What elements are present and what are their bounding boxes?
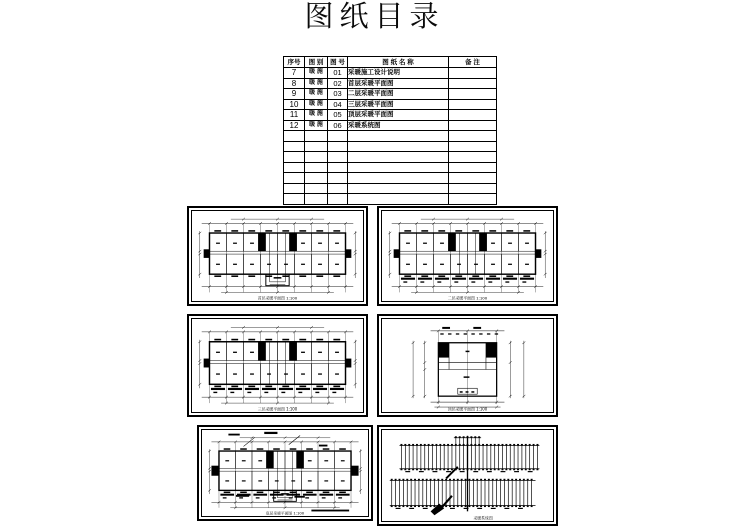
cell-cat: 暖 施 [305, 78, 328, 89]
empty-cell [328, 194, 348, 205]
catalog-title: 图纸目录 [304, 0, 445, 33]
empty-cell [449, 152, 497, 163]
empty-cell [284, 194, 305, 205]
table-row [284, 120, 497, 131]
panel-ground-floor-plan-frame [201, 429, 369, 517]
panel-third-floor-plan-caption: 三层采暖平面图 1:100 [257, 406, 298, 412]
cell-num: 06 [328, 120, 348, 131]
cell-num: 01 [328, 68, 348, 79]
table-empty-row [284, 173, 497, 184]
table-empty-row [284, 162, 497, 173]
panel-first-floor-plan-frame [191, 210, 364, 302]
table-row [284, 89, 497, 100]
table-empty-row [284, 194, 497, 205]
empty-cell [328, 183, 348, 194]
empty-cell [305, 183, 328, 194]
cell-no: 10 [284, 99, 305, 110]
empty-cell [305, 162, 328, 173]
table-empty-row [284, 131, 497, 142]
empty-cell [305, 194, 328, 205]
table-header-row [284, 57, 497, 68]
empty-cell [449, 141, 497, 152]
cell-name: 三层采暖平面图 [348, 99, 449, 110]
column-header: 图 别 [305, 57, 328, 68]
empty-cell [328, 173, 348, 184]
column-header: 备 注 [449, 57, 497, 68]
empty-cell [328, 152, 348, 163]
empty-cell [328, 162, 348, 173]
cell-no: 11 [284, 110, 305, 121]
cell-name: 二层采暖平面图 [348, 89, 449, 100]
cell-name: 采暖施工设计说明 [348, 68, 449, 79]
empty-cell [284, 162, 305, 173]
empty-cell [348, 131, 449, 142]
table-row [284, 110, 497, 121]
empty-cell [328, 131, 348, 142]
empty-cell [305, 152, 328, 163]
cell-no: 9 [284, 89, 305, 100]
drawing-index-table [283, 56, 497, 205]
cell-cat: 暖 施 [305, 99, 328, 110]
cell-remark [449, 99, 497, 110]
panel-top-floor-plan [377, 314, 558, 417]
empty-cell [284, 152, 305, 163]
panel-heating-system [377, 425, 558, 526]
empty-cell [348, 194, 449, 205]
panel-first-floor-plan [187, 206, 368, 306]
cell-num: 05 [328, 110, 348, 121]
cell-remark [449, 78, 497, 89]
empty-cell [449, 173, 497, 184]
table-row [284, 99, 497, 110]
empty-cell [305, 173, 328, 184]
empty-cell [449, 131, 497, 142]
cell-num: 04 [328, 99, 348, 110]
table-row [284, 68, 497, 79]
panel-heating-system-frame [381, 429, 554, 522]
empty-cell [305, 141, 328, 152]
cell-cat: 暖 施 [305, 110, 328, 121]
panel-second-floor-plan-caption: 二层采暖平面图 1:100 [447, 295, 488, 301]
empty-cell [284, 141, 305, 152]
panel-third-floor-plan [187, 314, 368, 417]
empty-cell [348, 162, 449, 173]
panel-ground-floor-plan-caption: 底层采暖平面图 1:100 [265, 511, 305, 516]
cell-cat: 暖 施 [305, 68, 328, 79]
panel-heating-system-drawing [382, 430, 553, 521]
panel-first-floor-plan-caption: 首层采暖平面图 1:100 [257, 295, 298, 301]
empty-cell [449, 183, 497, 194]
table-empty-row [284, 152, 497, 163]
table-row [284, 78, 497, 89]
cell-remark [449, 68, 497, 79]
panel-second-floor-plan-frame [381, 210, 554, 302]
panel-top-floor-plan-frame [381, 318, 554, 413]
column-header: 序号 [284, 57, 305, 68]
panel-top-floor-plan-drawing [382, 319, 553, 412]
cell-no: 7 [284, 68, 305, 79]
empty-cell [449, 194, 497, 205]
table-empty-row [284, 141, 497, 152]
panel-third-floor-plan-frame [191, 318, 364, 413]
cell-name: 顶层采暖平面图 [348, 110, 449, 121]
cell-no: 8 [284, 78, 305, 89]
column-header: 图 纸 名 称 [348, 57, 449, 68]
cell-cat: 暖 施 [305, 89, 328, 100]
cell-no: 12 [284, 120, 305, 131]
panel-third-floor-plan-drawing [192, 319, 363, 412]
cell-remark [449, 110, 497, 121]
empty-cell [348, 183, 449, 194]
panel-second-floor-plan [377, 206, 558, 306]
empty-cell [449, 162, 497, 173]
cell-name: 采暖系统图 [348, 120, 449, 131]
cell-remark [449, 89, 497, 100]
panel-first-floor-plan-drawing [192, 211, 363, 301]
empty-cell [305, 131, 328, 142]
empty-cell [284, 131, 305, 142]
cell-cat: 暖 施 [305, 120, 328, 131]
empty-cell [348, 141, 449, 152]
panel-ground-floor-plan [197, 425, 373, 521]
panel-top-floor-plan-caption: 顶层采暖平面图 1:100 [447, 406, 488, 412]
panel-second-floor-plan-drawing [382, 211, 553, 301]
cell-name: 首层采暖平面图 [348, 78, 449, 89]
empty-cell [284, 173, 305, 184]
panel-heating-system-caption: 采暖系统图 [473, 515, 493, 521]
empty-cell [328, 141, 348, 152]
cell-num: 02 [328, 78, 348, 89]
cell-remark [449, 120, 497, 131]
empty-cell [284, 183, 305, 194]
empty-cell [348, 173, 449, 184]
panel-ground-floor-plan-drawing [202, 430, 368, 516]
empty-cell [348, 152, 449, 163]
column-header: 图 号 [328, 57, 348, 68]
table-empty-row [284, 183, 497, 194]
cell-num: 03 [328, 89, 348, 100]
